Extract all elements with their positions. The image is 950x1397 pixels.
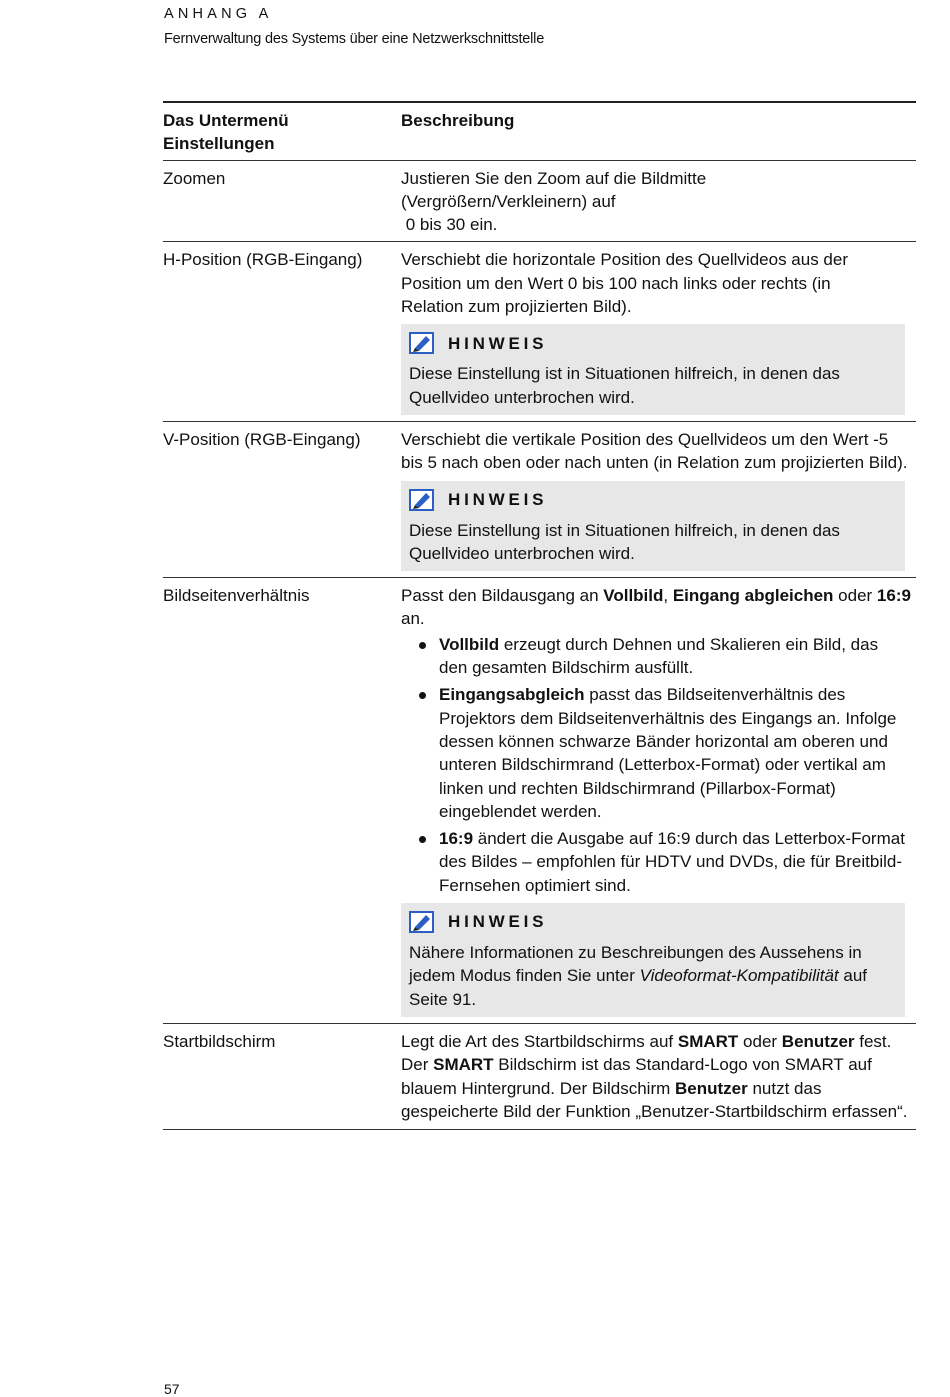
note-header xyxy=(409,487,897,513)
page-number: 57 xyxy=(164,1381,180,1397)
setting-name: V-Position (RGB-Eingang) xyxy=(163,429,361,449)
appendix-heading: ANHANG A xyxy=(164,6,273,22)
bullet-term: Eingangsabgleich xyxy=(439,685,585,705)
bullet-term: Vollbild xyxy=(439,634,500,654)
text-run: , xyxy=(663,586,673,606)
table-row-h-position xyxy=(163,242,916,420)
option-smart: SMART xyxy=(433,1055,494,1075)
setting-name: Startbildschirm xyxy=(163,1031,276,1051)
column-header-submenu: Das Untermenü Einstellungen xyxy=(163,111,289,154)
text-run: fest. Der xyxy=(401,1031,892,1075)
option-user: Benutzer xyxy=(781,1031,855,1051)
text-run: Legt die Art des Startbildschirms auf xyxy=(401,1031,678,1051)
text-run: Nähere Informationen zu Beschreibungen des Aussehens in jedem Modus finden Sie unter xyxy=(409,943,862,986)
bullet-dot-icon xyxy=(419,836,426,843)
chapter-subtitle: Fernverwaltung des Systems über eine Netzwerkschnittstelle xyxy=(164,31,545,47)
text-run: oder xyxy=(738,1031,782,1051)
table-row-zoom xyxy=(163,161,916,242)
setting-description xyxy=(401,1030,916,1123)
description-line: (Vergrößern/Verkleinern) auf xyxy=(401,191,616,211)
description-line: Justieren Sie den Zoom auf die Bildmitte xyxy=(401,168,707,188)
option-16-9: 16:9 xyxy=(876,586,911,606)
column-header-description: Beschreibung xyxy=(401,111,515,130)
pencil-note-icon xyxy=(409,489,434,511)
text-run: oder xyxy=(833,586,877,606)
description-text: Verschiebt die horizontale Position des Quellvideos aus der Position um den Wert 0 bis 100 nach links oder rechts (in Relation zum projizierten Bild). xyxy=(401,250,848,317)
pencil-note-icon xyxy=(409,332,434,354)
setting-description xyxy=(401,167,916,237)
table-bottom-rule xyxy=(163,1129,916,1130)
setting-name: Bildseitenverhältnis xyxy=(163,586,310,606)
table-row-start-screen xyxy=(163,1024,916,1129)
table-header-row xyxy=(163,103,916,160)
note-label: HINWEIS xyxy=(448,912,548,932)
bullet-text: ändert die Ausgabe auf 16:9 durch das Letterbox-Format des Bildes – empfohlen für HDTV und DVDs, die für Breitbild-Fernsehen optimiert sind. xyxy=(439,829,905,895)
note-label: HINWEIS xyxy=(448,333,548,353)
list-item xyxy=(401,827,916,897)
description-text: Verschiebt die vertikale Position des Quellvideos um den Wert -5 bis 5 nach oben oder nach unten (in Relation zum projizierten Bild). xyxy=(401,429,908,473)
setting-description xyxy=(401,428,916,577)
note-header xyxy=(409,330,897,356)
setting-description xyxy=(401,248,916,420)
option-fullscreen: Vollbild xyxy=(603,586,664,606)
pencil-note-icon xyxy=(409,911,434,933)
bullet-list xyxy=(401,633,916,897)
bullet-dot-icon xyxy=(419,692,426,699)
note-box xyxy=(401,481,905,572)
option-user: Benutzer xyxy=(675,1078,748,1098)
list-item xyxy=(401,633,916,680)
setting-name: Zoomen xyxy=(163,168,226,188)
note-text xyxy=(409,941,897,1011)
note-text: Diese Einstellung ist in Situationen hilfreich, in denen das Quellvideo unterbrochen wird. xyxy=(409,364,840,407)
bullet-term: 16:9 xyxy=(439,829,474,849)
text-run: nutzt das gespeicherte Bild der Funktion „Benutzer-Startbildschirm erfassen“. xyxy=(401,1078,908,1121)
option-smart: SMART xyxy=(677,1031,739,1051)
description-line: 0 bis 30 ein. xyxy=(401,215,498,235)
note-box xyxy=(401,324,905,415)
setting-name: H-Position (RGB-Eingang) xyxy=(163,250,363,270)
text-run: Bildschirm ist das Standard-Logo von SMART auf blauem Hintergrund. Der Bildschirm xyxy=(401,1055,872,1098)
setting-description xyxy=(401,584,916,1023)
bullet-dot-icon xyxy=(419,642,426,649)
note-header xyxy=(409,909,897,935)
settings-table xyxy=(163,101,916,1130)
bullet-text: erzeugt durch Dehnen und Skalieren ein Bild, das den gesamten Bildschirm ausfüllt. xyxy=(439,634,879,678)
note-box xyxy=(401,903,905,1017)
text-run: an. xyxy=(401,609,425,629)
note-text: Diese Einstellung ist in Situationen hilfreich, in denen das Quellvideo unterbrochen wird. xyxy=(409,520,840,563)
cross-reference-link[interactable]: Videoformat-Kompatibilität xyxy=(639,966,839,986)
bullet-text: passt das Bildseitenverhältnis des Projektors dem Bildseitenverhältnis des Eingangs an. Infolge dessen können schwarze Bänder horizontal am oberen und unteren Bildschirmrand (Letterbox-Format) oder vertikal am linken und rechten Bildschirmrand (Pillarbox-Format) eingeblendet werden. xyxy=(439,685,897,821)
table-row-v-position xyxy=(163,422,916,577)
list-item xyxy=(401,683,916,823)
note-label: HINWEIS xyxy=(448,489,548,509)
option-match-input: Eingang abgleichen xyxy=(672,586,834,606)
text-run: auf Seite 91. xyxy=(409,966,868,1009)
description-intro xyxy=(401,584,916,631)
table-row-aspect-ratio xyxy=(163,578,916,1023)
text-run: Passt den Bildausgang an xyxy=(401,586,604,606)
